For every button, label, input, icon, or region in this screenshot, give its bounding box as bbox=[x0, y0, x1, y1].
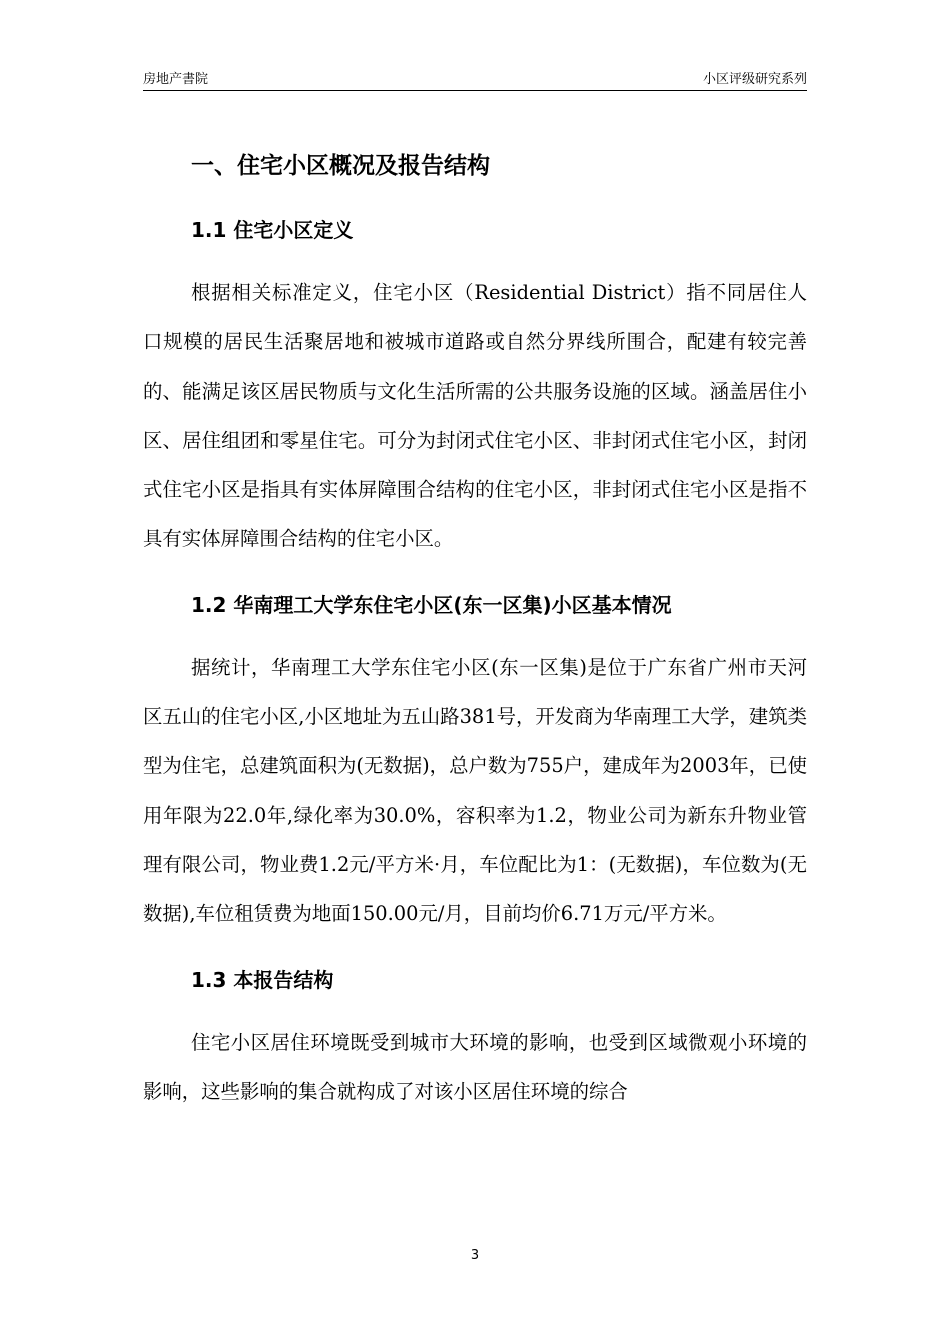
page-header bbox=[143, 66, 807, 91]
subsection-2-title: 1.2 华南理工大学东住宅小区(东一区集)小区基本情况 bbox=[191, 592, 672, 617]
header-publisher: 房地产書院 bbox=[143, 72, 209, 87]
section-title: 一、住宅小区概况及报告结构 bbox=[191, 153, 490, 179]
header-series: 小区评级研究系列 bbox=[702, 72, 807, 87]
page-number: 3 bbox=[470, 1248, 480, 1263]
subsection-1-title: 1.1 住宅小区定义 bbox=[191, 218, 354, 242]
subsection-2-paragraph: 据统计，华南理工大学东住宅小区(东一区集)是位于广东省广州市天河区五山的住宅小区,小区地址为五山路381号，开发商为华南理工大学，建筑类型为住宅，总建筑面积为(无数据)，总户数为755户，建成年为2003年，已使用年限为22.0年,绿化率为30.0%，容积率为1.2，物业公司为新东升物业管理有限公司，物业费1.2元/平方米·月，车位配比为1：(无数据)，车位数为(无数据),车位租赁费为地面150.00元/月，目前均价6.71万元/平方米。 bbox=[143, 655, 807, 926]
subsection-3-title: 1.3 本报告结构 bbox=[191, 967, 334, 992]
subsection-3-paragraph: 住宅小区居住环境既受到城市大环境的影响，也受到区域微观小环境的影响，这些影响的集合就构成了对该小区居住环境的综合 bbox=[143, 1030, 807, 1103]
subsection-1-paragraph: 根据相关标准定义，住宅小区（Residential District）指不同居住人口规模的居民生活聚居地和被城市道路或自然分界线所围合，配建有较完善的、能满足该区居民物质与文化生活所需的公共服务设施的区域。涵盖居住小区、居住组团和零星住宅。可分为封闭式住宅小区、非封闭式住宅小区，封闭式住宅小区是指具有实体屏障围合结构的住宅小区，非封闭式住宅小区是指不具有实体屏障围合结构的住宅小区。 bbox=[143, 281, 807, 551]
page-content bbox=[143, 142, 807, 1116]
